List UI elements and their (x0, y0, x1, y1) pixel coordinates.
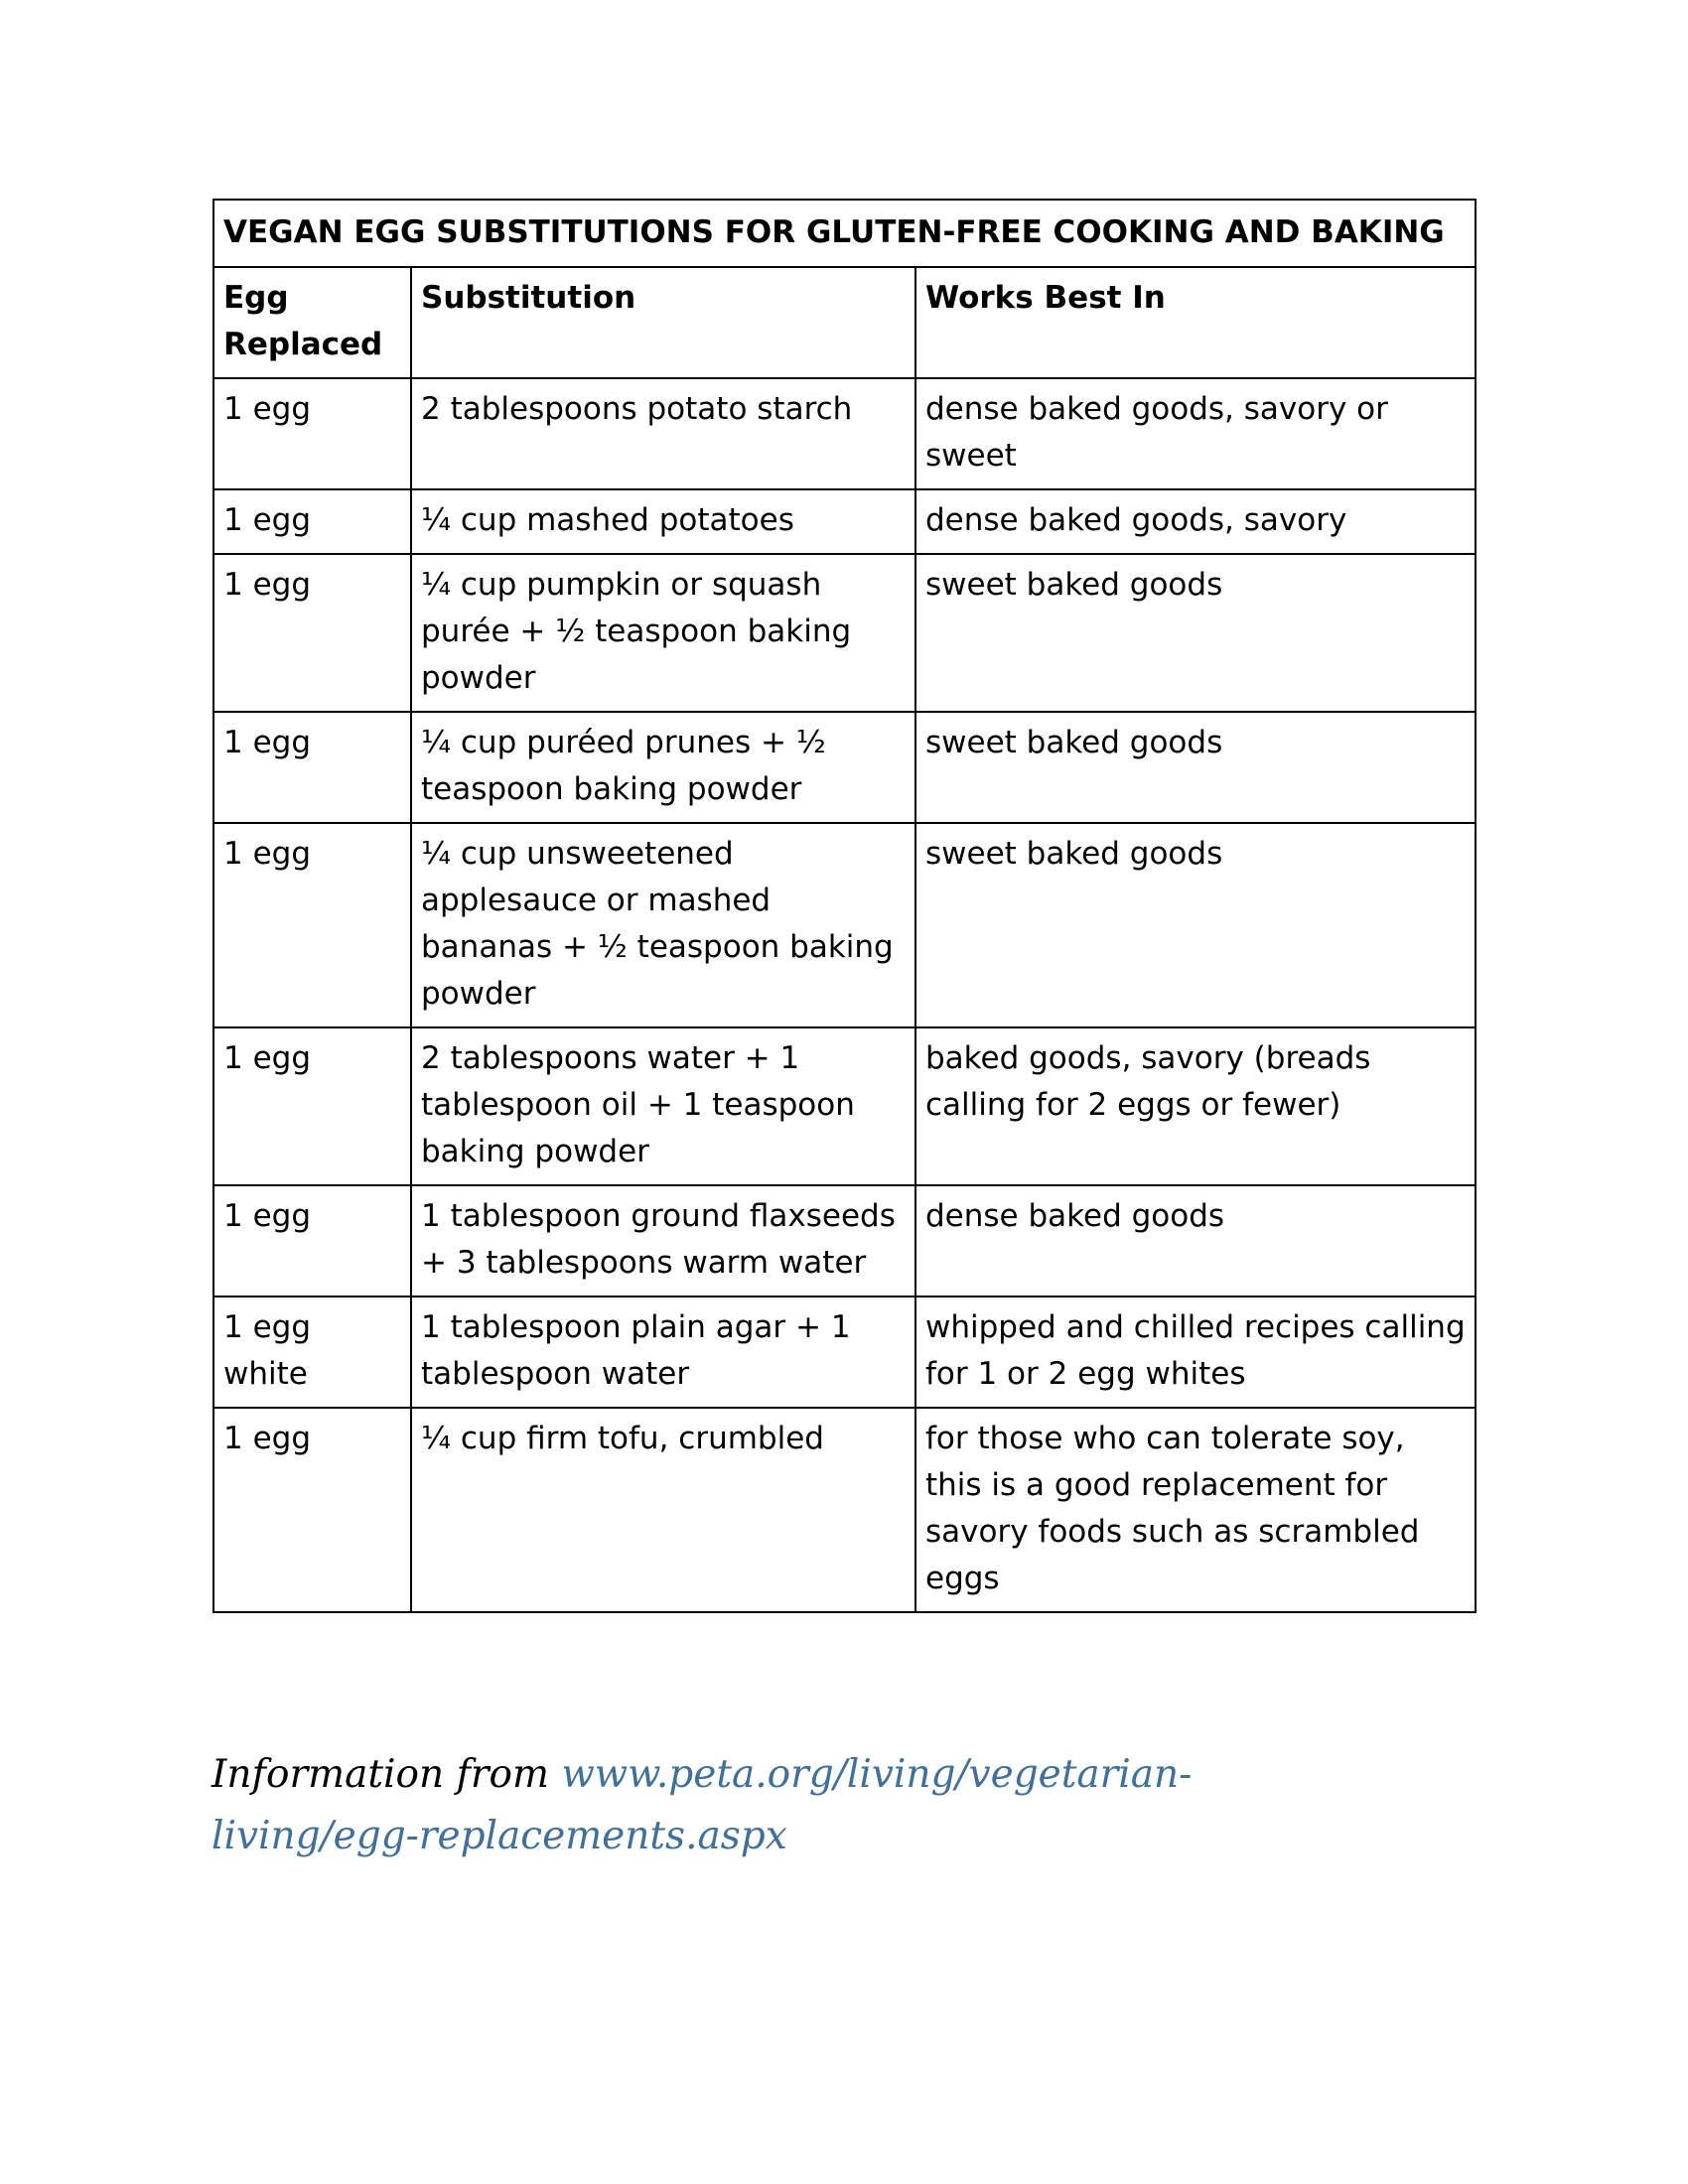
table-row (213, 489, 1476, 554)
egg-replaced-cell: 1 egg (213, 1185, 411, 1297)
egg-replaced-cell: 1 egg (213, 712, 411, 823)
table-header-row (213, 267, 1476, 378)
works-best-in-cell: sweet baked goods (915, 712, 1476, 823)
works-best-in-cell: sweet baked goods (915, 823, 1476, 1027)
works-best-in-cell: baked goods, savory (breads calling for 2 eggs or fewer) (915, 1027, 1476, 1185)
header-egg-replaced: Egg Replaced (213, 267, 411, 378)
egg-replaced-cell: 1 egg (213, 1027, 411, 1185)
table-row (213, 712, 1476, 823)
table-row (213, 823, 1476, 1027)
table-row (213, 554, 1476, 712)
source-prefix: Information from (211, 1752, 562, 1797)
egg-replaced-cell: 1 egg white (213, 1297, 411, 1408)
header-works-best-in: Works Best In (915, 267, 1476, 378)
works-best-in-cell: dense baked goods (915, 1185, 1476, 1297)
source-link[interactable]: www.peta.org/living/vegetarian-living/egg-replacements.aspx (211, 1752, 1193, 1858)
substitution-cell: ¹⁄₄ cup mashed potatoes (411, 489, 915, 554)
table-row (213, 1408, 1476, 1612)
table-row (213, 1185, 1476, 1297)
substitution-cell: ¹⁄₄ cup firm tofu, crumbled (411, 1408, 915, 1612)
table-title: VEGAN EGG SUBSTITUTIONS FOR GLUTEN-FREE COOKING AND BAKING (213, 200, 1476, 267)
table-row (213, 1027, 1476, 1185)
table-row (213, 378, 1476, 489)
egg-replaced-cell: 1 egg (213, 489, 411, 554)
works-best-in-cell: dense baked goods, savory (915, 489, 1476, 554)
works-best-in-cell: sweet baked goods (915, 554, 1476, 712)
egg-replaced-cell: 1 egg (213, 554, 411, 712)
substitution-cell: ¹⁄₄ cup puréed prunes + ¹⁄₂ teaspoon baking powder (411, 712, 915, 823)
egg-replaced-cell: 1 egg (213, 1408, 411, 1612)
substitution-cell: 2 tablespoons water + 1 tablespoon oil + 1 teaspoon baking powder (411, 1027, 915, 1185)
substitution-cell: 2 tablespoons potato starch (411, 378, 915, 489)
substitution-cell: ¹⁄₄ cup unsweetened applesauce or mashed bananas + ¹⁄₂ teaspoon baking powder (411, 823, 915, 1027)
source-citation (211, 1744, 1324, 1867)
works-best-in-cell: whipped and chilled recipes calling for 1 or 2 egg whites (915, 1297, 1476, 1408)
table-row (213, 1297, 1476, 1408)
substitution-cell: ¹⁄₄ cup pumpkin or squash purée + ¹⁄₂ teaspoon baking powder (411, 554, 915, 712)
header-substitution: Substitution (411, 267, 915, 378)
egg-substitutions-table (212, 199, 1477, 1613)
egg-replaced-cell: 1 egg (213, 378, 411, 489)
substitution-cell: 1 tablespoon plain agar + 1 tablespoon water (411, 1297, 915, 1408)
works-best-in-cell: for those who can tolerate soy, this is a good replacement for savory foods such as scrambled eggs (915, 1408, 1476, 1612)
substitution-cell: 1 tablespoon ground flaxseeds + 3 tablespoons warm water (411, 1185, 915, 1297)
table-title-row (213, 200, 1476, 267)
egg-replaced-cell: 1 egg (213, 823, 411, 1027)
works-best-in-cell: dense baked goods, savory or sweet (915, 378, 1476, 489)
